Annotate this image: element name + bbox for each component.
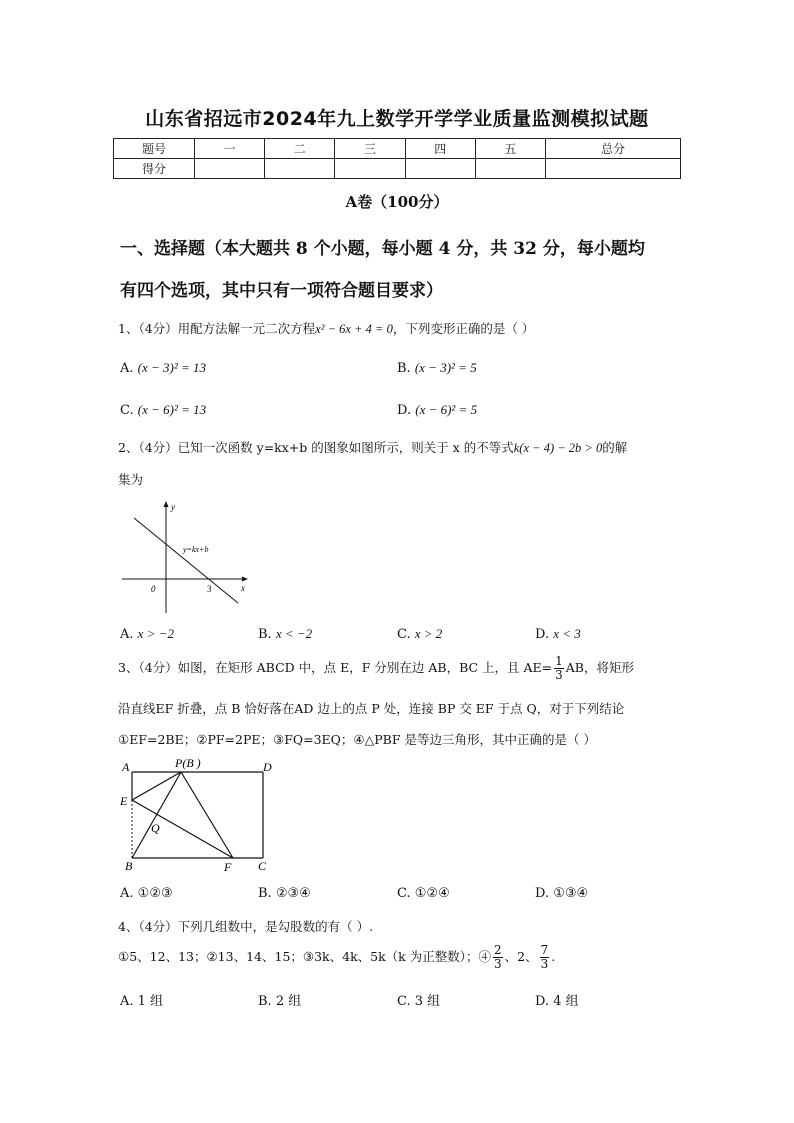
segment-ef (132, 800, 233, 858)
q4-fraction-1: $\frac{2}{3}$ (493, 943, 502, 971)
label-c: C (258, 859, 267, 873)
score-table (113, 138, 681, 179)
function-line (134, 518, 238, 603)
q2-graph (118, 498, 253, 616)
q4-option-b[interactable]: B. 2 组 (258, 994, 302, 1009)
q1-text: 1、（4分）用配方法解一元二次方程 (118, 321, 316, 336)
q2-option-d[interactable]: D. x < 3 (535, 626, 581, 642)
x-axis-label: x (241, 583, 245, 593)
question-1 (118, 319, 534, 337)
section-heading-line2: 有四个选项，其中只有一项符合题目要求） (120, 281, 443, 301)
score-input-cell (405, 159, 475, 179)
score-cell: 三 (335, 139, 405, 159)
label-f: F (224, 860, 232, 874)
q2-option-b[interactable]: B. x < −2 (258, 626, 313, 642)
q1-text-end: ，下列变形正确的是（ ） (392, 321, 535, 336)
label-e: E (120, 794, 128, 808)
q3-line2: 沿直线EF 折叠，点 B 恰好落在AD 边上的点 P 处，连接 BP 交 EF 于点 Q，对于下列结论 (118, 701, 625, 716)
score-input-cell (335, 159, 405, 179)
page-title: 山东省招远市2024年九上数学开学学业质量监测模拟试题 (145, 108, 649, 130)
score-cell: 总分 (546, 139, 681, 159)
score-cell: 题号 (114, 139, 195, 159)
q4-option-a[interactable]: A. 1 组 (120, 994, 164, 1009)
q3-option-b[interactable]: B. ②③④ (258, 886, 311, 901)
score-table-header-row (114, 139, 681, 159)
q4-fraction-2: $\frac{7}{3}$ (540, 943, 549, 971)
q1-option-a[interactable]: A. (x − 3)² = 13 (120, 360, 207, 376)
q3-figure (116, 752, 286, 877)
q2-inequality: k(x − 4) − 2b > 0 (513, 441, 603, 455)
q3-text-end: AB，将矩形 (565, 660, 634, 675)
score-cell: 二 (265, 139, 335, 159)
question-4: 4、（4分）下列几组数中，是勾股数的有（ ）. (118, 919, 374, 934)
q1-option-d[interactable]: D. (x − 6)² = 5 (397, 402, 478, 418)
section-heading-line1: 一、选择题（本大题共 8 个小题，每小题 4 分，共 32 分，每小题均 (120, 239, 645, 259)
q1-option-b[interactable]: B. (x − 3)² = 5 (397, 360, 477, 376)
q2-text-end: 的解 (602, 440, 628, 455)
score-cell: 四 (405, 139, 475, 159)
y-axis-label: y (171, 502, 175, 512)
label-d: D (263, 760, 272, 774)
q4-line2: ①5、12、13；②13、14、15；③3k、4k、5k（k 为正整数）；④ $\frac{2}{3}$ 、2、 $\frac{7}{3}$ . (118, 943, 556, 971)
score-cell: 得分 (114, 159, 195, 179)
q3-text: 3、（4分）如图，在矩形 ABCD 中，点 E，F 分别在边 AB，BC 上，且 AE= (118, 660, 553, 675)
line-label: y=kx+b (183, 545, 209, 554)
q1-equation: x² − 6x + 4 = 0 (315, 322, 393, 336)
score-table-score-row (114, 159, 681, 179)
q2-option-c[interactable]: C. x > 2 (397, 626, 443, 642)
q2-text-cont: 集为 (118, 472, 144, 487)
q3-option-d[interactable]: D. ①③④ (535, 886, 589, 901)
q2-text: 2、（4分）已知一次函数 y=kx+b 的图象如图所示，则关于 x 的不等式 (118, 440, 514, 455)
origin-label: 0 (151, 584, 156, 594)
score-input-cell (475, 159, 545, 179)
score-cell: 一 (195, 139, 265, 159)
score-input-cell (195, 159, 265, 179)
score-input-cell (265, 159, 335, 179)
paper-label: A卷（100分） (345, 193, 449, 211)
y-axis-arrow (164, 501, 169, 507)
segment-pb (132, 772, 181, 858)
q2-option-a[interactable]: A. x > −2 (120, 626, 174, 642)
label-q: Q (151, 821, 160, 835)
label-a: A (122, 760, 130, 774)
q4-option-d[interactable]: D. 4 组 (535, 994, 579, 1009)
q3-line3: ①EF=2BE；②PF=2PE；③FQ=3EQ；④△PBF 是等边三角形，其中正确的是（ ） (118, 732, 596, 747)
q1-option-c[interactable]: C. (x − 6)² = 13 (120, 402, 207, 418)
x-axis-arrow (242, 577, 248, 582)
label-b: B (125, 859, 133, 873)
score-cell: 五 (475, 139, 545, 159)
label-pb: P(B ) (175, 756, 201, 770)
question-2 (118, 438, 627, 456)
segment-pf (181, 772, 233, 858)
q3-fraction: $\frac{1}{3}$ (555, 654, 563, 682)
q4-option-c[interactable]: C. 3 组 (397, 994, 441, 1009)
score-input-cell (546, 159, 681, 179)
q3-option-c[interactable]: C. ①②④ (397, 886, 450, 901)
tick-label: 3 (207, 584, 212, 594)
q3-option-a[interactable]: A. ①②③ (120, 886, 173, 901)
question-3 (118, 655, 634, 682)
